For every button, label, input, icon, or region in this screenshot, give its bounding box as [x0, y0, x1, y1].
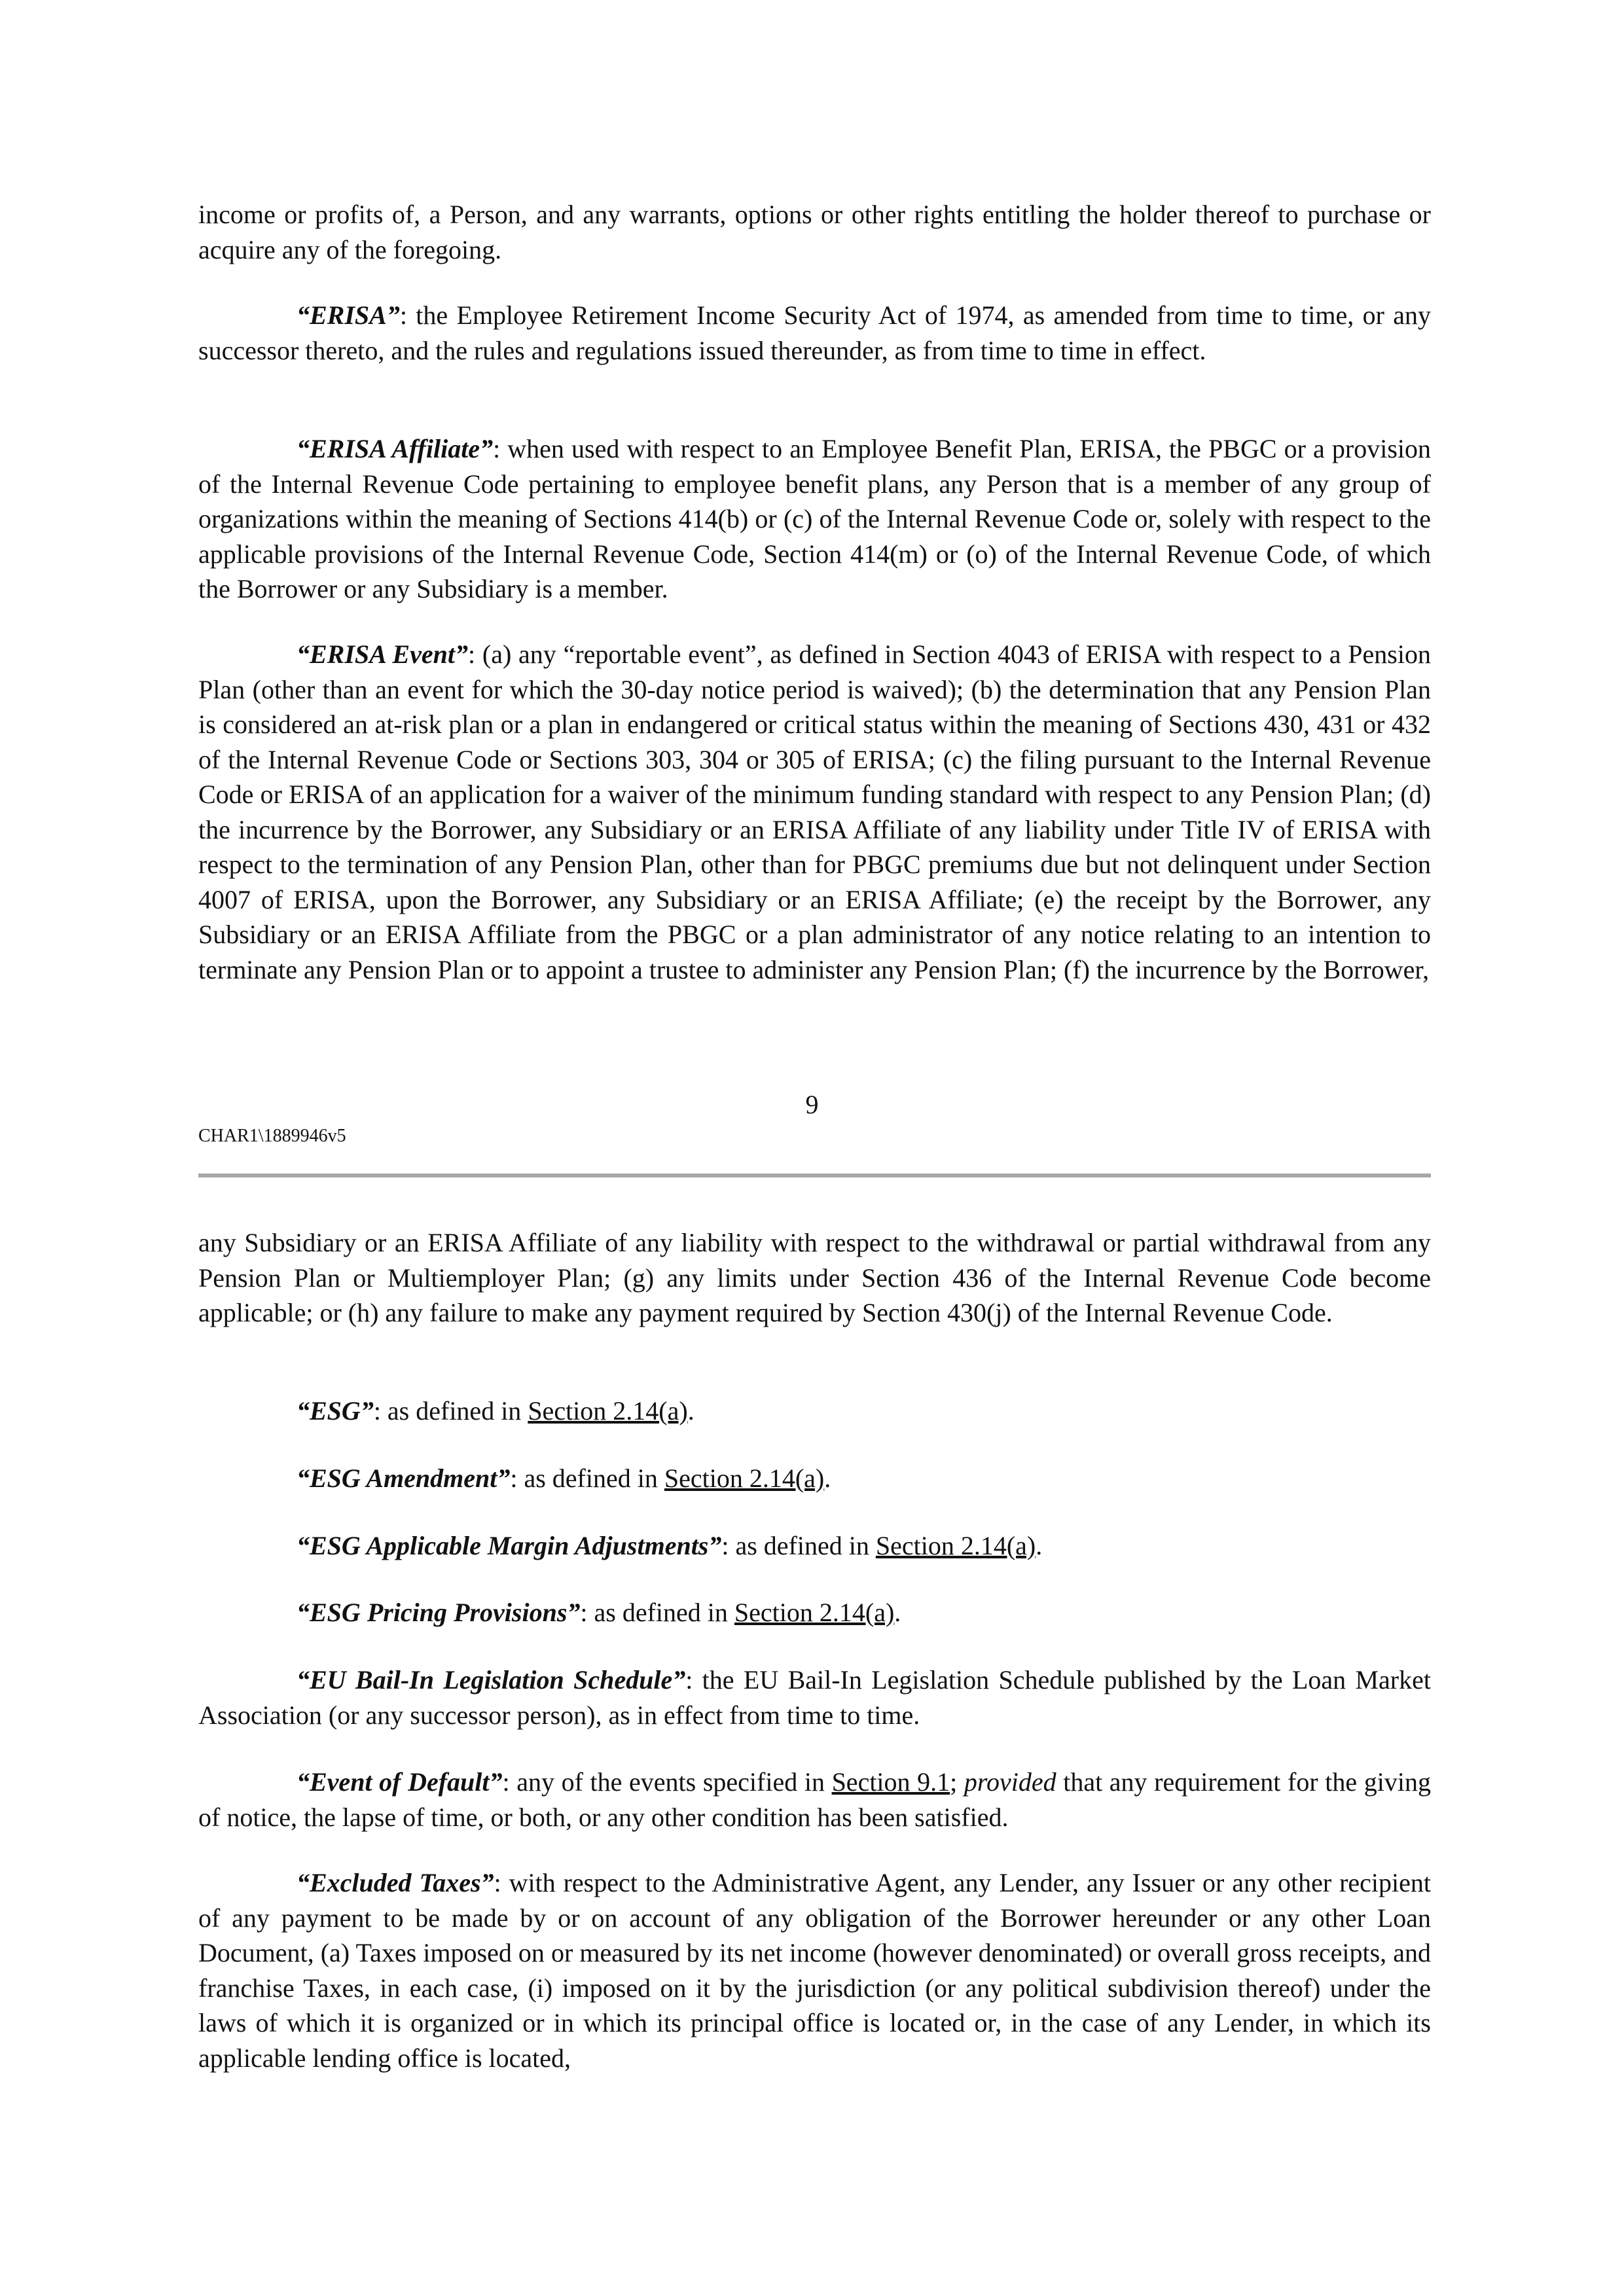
defined-term: “ESG Amendment” — [297, 1463, 511, 1493]
definition-text: : any of the events specified in — [502, 1767, 832, 1797]
definition-esg-amendment — [198, 1461, 1431, 1496]
definition-text: that any requirement for the giving of notice, the lapse of time, or both, or any other condition has been satisfied. — [198, 1767, 1431, 1832]
definition-esg-pricing-provisions — [198, 1595, 1431, 1630]
definition-text: : the Employee Retirement Income Security Act of 1974, as amended from time to time, or any successor thereto, and the rules and regulations issued thereunder, as from time to time in effect. — [198, 300, 1431, 365]
definition-excluded-taxes — [198, 1865, 1431, 2075]
defined-term: “ERISA Event” — [297, 639, 468, 669]
punctuation: . — [687, 1396, 695, 1426]
definition-event-of-default — [198, 1765, 1431, 1835]
definition-text: ; — [950, 1767, 964, 1797]
defined-term: “EU Bail-In Legislation Schedule” — [297, 1665, 686, 1695]
paragraph-text: income or profits of, a Person, and any warrants, options or other rights entitling the holder thereof to purchase or acquire any of the foregoing. — [198, 200, 1431, 264]
definition-text: : as defined in — [721, 1531, 876, 1560]
definition-eu-bail-in-legislation-schedule — [198, 1662, 1431, 1732]
proviso-word: provided — [964, 1767, 1056, 1797]
defined-term: “Event of Default” — [297, 1767, 503, 1797]
document-id: CHAR1\1889946v5 — [198, 1126, 346, 1146]
definition-text: : as defined in — [373, 1396, 528, 1426]
section-reference-link[interactable]: Section 2.14(a) — [734, 1598, 895, 1627]
definition-erisa — [198, 298, 1431, 368]
definition-text: : with respect to the Administrative Agent, any Lender, any Issuer or any other recipient of any payment to be made by or on account of any obligation of the Borrower hereunder or any other Loan Document, (a) Taxes imposed on or measured by its net income (however denominated) or overall gross receipts, and franchise Taxes, in each case, (i) imposed on it by the jurisdiction (or any political subdivision thereof) under the laws of which it is organized or in which its principal office is located or, in the case of any Lender, in which its applicable lending office is located, — [198, 1868, 1431, 2073]
defined-term: “ESG” — [297, 1396, 374, 1426]
punctuation: . — [1036, 1531, 1043, 1560]
defined-term: “Excluded Taxes” — [297, 1868, 494, 1897]
definition-text: : (a) any “reportable event”, as defined in Section 4043 of ERISA with respect to a Pension Plan (other than an event for which the 30-day notice period is waived); (b) the determination that any Pension Plan is considered an at-risk plan or a plan in endangered or critical status within the meaning of Sections 430, 431 or 432 of the Internal Revenue Code or Sections 303, 304 or 305 of ERISA; (c) the filing pursuant to the Internal Revenue Code or ERISA of an application for a waiver of the minimum funding standard with respect to any Pension Plan; (d) the incurrence by the Borrower, any Subsidiary or an ERISA Affiliate of any liability under Title IV of ERISA with respect to the termination of any Pension Plan, other than for PBGC premiums due but not delinquent under Section 4007 of ERISA, upon the Borrower, any Subsidiary or an ERISA Affiliate; (e) the receipt by the Borrower, any Subsidiary or an ERISA Affiliate from the PBGC or a plan administrator of any notice relating to an intention to terminate any Pension Plan or to appoint a trustee to administer any Pension Plan; (f) the incurrence by the Borrower, — [198, 639, 1431, 984]
definition-erisa-event — [198, 637, 1431, 987]
definition-erisa-affiliate — [198, 431, 1431, 607]
page-number: 9 — [805, 1090, 819, 1119]
definition-text: : the EU Bail-In Legislation Schedule published by the Loan Market Association (or any successor person), as in effect from time to time. — [198, 1665, 1431, 1730]
section-reference-link[interactable]: Section 9.1 — [831, 1767, 950, 1797]
paragraph-continuation — [198, 1225, 1431, 1331]
punctuation: . — [894, 1598, 901, 1627]
paragraph-continuation — [198, 197, 1431, 267]
definition-text: : as defined in — [580, 1598, 734, 1627]
defined-term: “ERISA” — [297, 300, 400, 330]
definition-text: : when used with respect to an Employee Benefit Plan, ERISA, the PBGC or a provision of the Internal Revenue Code pertaining to employee benefit plans, any Person that is a member of any group of organizations within the meaning of Sections 414(b) or (c) of the Internal Revenue Code or, solely with respect to the applicable provisions of the Internal Revenue Code, Section 414(m) or (o) of the Internal Revenue Code, of which the Borrower or any Subsidiary is a member. — [198, 434, 1432, 603]
definition-esg — [198, 1393, 1431, 1429]
section-reference-link[interactable]: Section 2.14(a) — [664, 1463, 825, 1493]
defined-term: “ERISA Affiliate” — [297, 434, 494, 463]
section-reference-link[interactable]: Section 2.14(a) — [875, 1531, 1036, 1560]
definition-esg-applicable-margin-adjustments — [198, 1528, 1431, 1564]
punctuation: . — [824, 1463, 831, 1493]
definition-text: : as defined in — [510, 1463, 664, 1493]
paragraph-text: any Subsidiary or an ERISA Affiliate of any liability with respect to the withdrawal or partial withdrawal from any Pension Plan or Multiemployer Plan; (g) any limits under Section 436 of the Internal Revenue Code become applicable; or (h) any failure to make any payment required by Section 430(j) of the Internal Revenue Code. — [198, 1228, 1431, 1327]
defined-term: “ESG Pricing Provisions” — [297, 1598, 581, 1627]
page-divider — [198, 1174, 1431, 1177]
defined-term: “ESG Applicable Margin Adjustments” — [297, 1531, 722, 1560]
section-reference-link[interactable]: Section 2.14(a) — [528, 1396, 688, 1426]
